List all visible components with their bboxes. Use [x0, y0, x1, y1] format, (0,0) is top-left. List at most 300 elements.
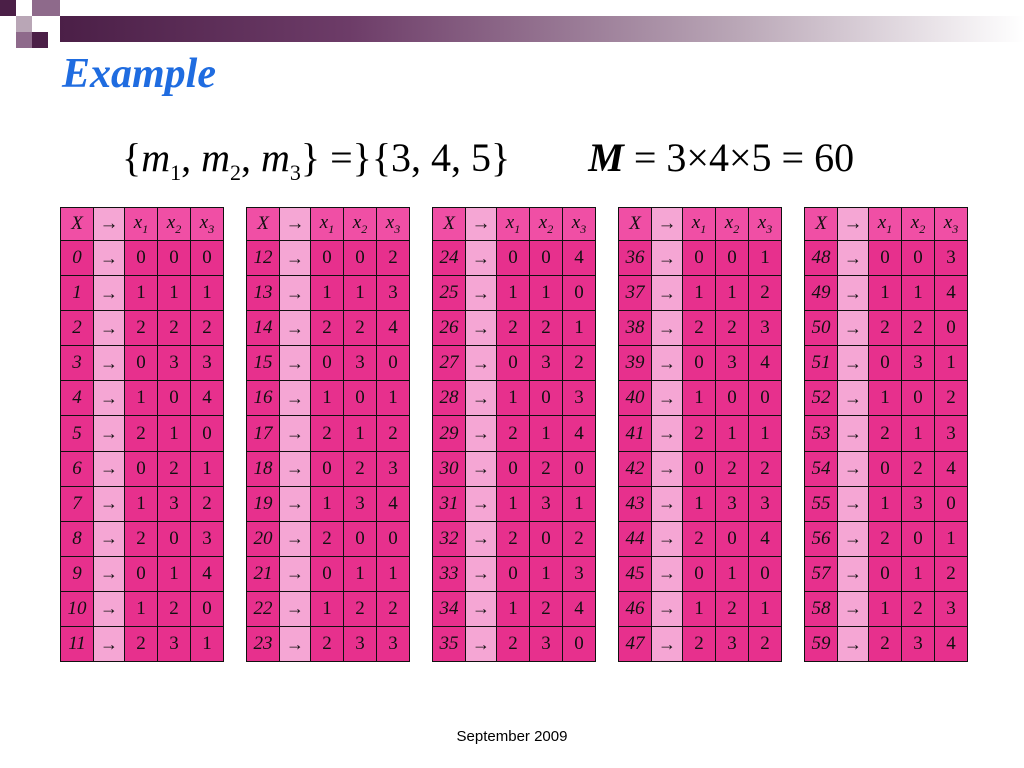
- x3-value-cell: 0: [563, 627, 596, 662]
- x1-value-cell: 0: [311, 451, 344, 486]
- x2-value-cell: 2: [530, 311, 563, 346]
- arrow-cell: →: [466, 627, 497, 662]
- x1-value-cell: 0: [869, 556, 902, 591]
- arrow-cell: →: [94, 276, 125, 311]
- arrow-cell: →: [838, 276, 869, 311]
- x2-value-cell: 2: [902, 451, 935, 486]
- x3-value-cell: 0: [191, 416, 224, 451]
- decor-square-1: [0, 0, 16, 16]
- table-row: [433, 486, 596, 521]
- x-value-cell: 3: [61, 346, 94, 381]
- arrow-cell: →: [94, 627, 125, 662]
- x2-value-cell: 0: [344, 241, 377, 276]
- x-value-cell: 2: [61, 311, 94, 346]
- x2-value-cell: 0: [716, 241, 749, 276]
- x2-value-cell: 1: [158, 276, 191, 311]
- x-value-cell: 57: [805, 556, 838, 591]
- table-row: [247, 311, 410, 346]
- arrow-cell: →: [280, 521, 311, 556]
- table-row: [247, 276, 410, 311]
- arrow-cell: →: [838, 416, 869, 451]
- header-x1: $x_1$: [311, 208, 344, 241]
- table-row: [805, 591, 968, 626]
- x2-value-cell: 2: [902, 311, 935, 346]
- slide-title: Example: [62, 51, 216, 97]
- header-x: X: [433, 208, 466, 241]
- header-x3: $x_3$: [191, 208, 224, 241]
- x2-value-cell: 3: [344, 486, 377, 521]
- x1-value-cell: 1: [125, 276, 158, 311]
- x2-value-cell: 3: [530, 346, 563, 381]
- x-value-cell: 12: [247, 241, 280, 276]
- x3-value-cell: 1: [563, 311, 596, 346]
- table-row: [619, 381, 782, 416]
- x3-value-cell: 1: [377, 556, 410, 591]
- x2-value-cell: 3: [902, 486, 935, 521]
- formula-M-expression: = 3×4×5 = 60: [633, 135, 855, 180]
- arrow-cell: →: [838, 556, 869, 591]
- x1-value-cell: 1: [125, 381, 158, 416]
- table-row: [619, 556, 782, 591]
- arrow-cell: →: [466, 241, 497, 276]
- x-value-cell: 17: [247, 416, 280, 451]
- table-row: [619, 416, 782, 451]
- x-value-cell: 8: [61, 521, 94, 556]
- x2-value-cell: 1: [716, 276, 749, 311]
- x2-value-cell: 1: [716, 556, 749, 591]
- x3-value-cell: 2: [935, 381, 968, 416]
- table-row: [247, 416, 410, 451]
- table-row: [619, 521, 782, 556]
- x1-value-cell: 1: [869, 486, 902, 521]
- table-row: [61, 486, 224, 521]
- table-row: [619, 591, 782, 626]
- x3-value-cell: 4: [191, 381, 224, 416]
- header-x1: $x_1$: [869, 208, 902, 241]
- arrow-cell: →: [280, 486, 311, 521]
- x1-value-cell: 2: [311, 311, 344, 346]
- x2-value-cell: 3: [716, 627, 749, 662]
- x-value-cell: 40: [619, 381, 652, 416]
- formula-set-left: {$m_1$, $m_2$, $m_3$}: [122, 135, 331, 185]
- x2-value-cell: 0: [902, 381, 935, 416]
- x3-value-cell: 3: [935, 591, 968, 626]
- x1-value-cell: 0: [869, 241, 902, 276]
- x1-value-cell: 1: [497, 486, 530, 521]
- x2-value-cell: 1: [530, 556, 563, 591]
- table-row: [433, 591, 596, 626]
- x-value-cell: 22: [247, 591, 280, 626]
- x1-value-cell: 0: [497, 346, 530, 381]
- table-row: [805, 451, 968, 486]
- arrow-cell: →: [280, 241, 311, 276]
- table-row: [61, 591, 224, 626]
- table-row: [433, 451, 596, 486]
- x2-value-cell: 3: [902, 346, 935, 381]
- table-row: [247, 241, 410, 276]
- x1-value-cell: 0: [497, 451, 530, 486]
- x-value-cell: 46: [619, 591, 652, 626]
- x1-value-cell: 0: [497, 241, 530, 276]
- x1-value-cell: 2: [683, 521, 716, 556]
- decor-square-3: [32, 0, 60, 16]
- x-value-cell: 11: [61, 627, 94, 662]
- x3-value-cell: 0: [935, 311, 968, 346]
- x1-value-cell: 2: [311, 416, 344, 451]
- x-value-cell: 33: [433, 556, 466, 591]
- x-value-cell: 15: [247, 346, 280, 381]
- decor-square-2: [16, 16, 32, 32]
- table-row: [433, 556, 596, 591]
- x-value-cell: 9: [61, 556, 94, 591]
- x3-value-cell: 2: [191, 311, 224, 346]
- arrow-cell: →: [466, 451, 497, 486]
- header-x3: $x_3$: [935, 208, 968, 241]
- arrow-cell: →: [838, 486, 869, 521]
- x2-value-cell: 2: [344, 451, 377, 486]
- x2-value-cell: 3: [158, 486, 191, 521]
- x3-value-cell: 3: [749, 311, 782, 346]
- x2-value-cell: 0: [158, 521, 191, 556]
- x2-value-cell: 2: [716, 591, 749, 626]
- x3-value-cell: 2: [377, 591, 410, 626]
- table-row: [61, 451, 224, 486]
- x3-value-cell: 4: [191, 556, 224, 591]
- arrow-cell: →: [466, 521, 497, 556]
- arrow-cell: →: [94, 591, 125, 626]
- x1-value-cell: 1: [869, 381, 902, 416]
- arrow-cell: →: [466, 591, 497, 626]
- arrow-cell: →: [838, 521, 869, 556]
- table-row: [619, 486, 782, 521]
- x2-value-cell: 3: [344, 346, 377, 381]
- header-x2: $x_2$: [344, 208, 377, 241]
- table-row: [805, 241, 968, 276]
- x1-value-cell: 1: [683, 276, 716, 311]
- x3-value-cell: 3: [563, 556, 596, 591]
- table-row: [433, 521, 596, 556]
- x1-value-cell: 2: [869, 521, 902, 556]
- x-value-cell: 55: [805, 486, 838, 521]
- table-row: [61, 627, 224, 662]
- header-x: X: [805, 208, 838, 241]
- x2-value-cell: 0: [344, 381, 377, 416]
- x3-value-cell: 0: [749, 556, 782, 591]
- x1-value-cell: 2: [497, 627, 530, 662]
- x3-value-cell: 4: [935, 276, 968, 311]
- x1-value-cell: 1: [125, 591, 158, 626]
- x-value-cell: 16: [247, 381, 280, 416]
- header-x3: $x_3$: [749, 208, 782, 241]
- x1-value-cell: 2: [869, 416, 902, 451]
- x1-value-cell: 0: [683, 451, 716, 486]
- x3-value-cell: 1: [749, 591, 782, 626]
- x2-value-cell: 2: [530, 591, 563, 626]
- mapping-table-1: [60, 207, 224, 662]
- x2-value-cell: 0: [902, 521, 935, 556]
- arrow-cell: →: [652, 591, 683, 626]
- table-row: [805, 416, 968, 451]
- arrow-cell: →: [94, 416, 125, 451]
- table-row: [61, 241, 224, 276]
- table-row: [805, 381, 968, 416]
- x-value-cell: 39: [619, 346, 652, 381]
- arrow-cell: →: [652, 346, 683, 381]
- x3-value-cell: 4: [377, 486, 410, 521]
- header-x: X: [619, 208, 652, 241]
- arrow-cell: →: [466, 486, 497, 521]
- x3-value-cell: 2: [191, 486, 224, 521]
- arrow-cell: →: [652, 241, 683, 276]
- x1-value-cell: 0: [125, 451, 158, 486]
- x2-value-cell: 1: [902, 416, 935, 451]
- x2-value-cell: 0: [344, 521, 377, 556]
- header-x2: $x_2$: [716, 208, 749, 241]
- x3-value-cell: 1: [749, 241, 782, 276]
- table-row: [61, 556, 224, 591]
- x1-value-cell: 1: [311, 591, 344, 626]
- x2-value-cell: 0: [530, 381, 563, 416]
- x3-value-cell: 3: [377, 451, 410, 486]
- x3-value-cell: 2: [563, 521, 596, 556]
- arrow-cell: →: [280, 451, 311, 486]
- x2-value-cell: 0: [530, 521, 563, 556]
- arrow-cell: →: [838, 627, 869, 662]
- x2-value-cell: 1: [902, 556, 935, 591]
- x1-value-cell: 0: [125, 556, 158, 591]
- x-value-cell: 20: [247, 521, 280, 556]
- x2-value-cell: 3: [344, 627, 377, 662]
- x1-value-cell: 1: [311, 276, 344, 311]
- x3-value-cell: 1: [191, 451, 224, 486]
- x3-value-cell: 3: [377, 276, 410, 311]
- arrow-cell: →: [280, 311, 311, 346]
- x3-value-cell: 4: [563, 241, 596, 276]
- x2-value-cell: 1: [344, 556, 377, 591]
- x2-value-cell: 0: [158, 381, 191, 416]
- arrow-cell: →: [280, 381, 311, 416]
- header-gradient-bar: [60, 16, 1024, 42]
- x-value-cell: 25: [433, 276, 466, 311]
- x2-value-cell: 2: [902, 591, 935, 626]
- x-value-cell: 6: [61, 451, 94, 486]
- table-row: [433, 416, 596, 451]
- header-x2: $x_2$: [902, 208, 935, 241]
- arrow-cell: →: [280, 591, 311, 626]
- x1-value-cell: 2: [125, 627, 158, 662]
- x3-value-cell: 0: [377, 521, 410, 556]
- x2-value-cell: 1: [158, 556, 191, 591]
- arrow-cell: →: [652, 311, 683, 346]
- table-row: [619, 241, 782, 276]
- arrow-cell: →: [94, 521, 125, 556]
- x1-value-cell: 1: [869, 591, 902, 626]
- x-value-cell: 29: [433, 416, 466, 451]
- x3-value-cell: 2: [377, 241, 410, 276]
- x3-value-cell: 4: [563, 416, 596, 451]
- header-x3: $x_3$: [377, 208, 410, 241]
- x1-value-cell: 2: [125, 416, 158, 451]
- x2-value-cell: 1: [716, 416, 749, 451]
- x1-value-cell: 2: [869, 311, 902, 346]
- x-value-cell: 54: [805, 451, 838, 486]
- table-row: [805, 627, 968, 662]
- x3-value-cell: 1: [377, 381, 410, 416]
- table-row: [805, 311, 968, 346]
- x-value-cell: 0: [61, 241, 94, 276]
- header-x: X: [61, 208, 94, 241]
- table-row: [433, 241, 596, 276]
- table-row: [61, 276, 224, 311]
- arrow-cell: →: [466, 381, 497, 416]
- x3-value-cell: 4: [563, 591, 596, 626]
- table-header-row: [247, 208, 410, 241]
- x-value-cell: 1: [61, 276, 94, 311]
- x-value-cell: 38: [619, 311, 652, 346]
- arrow-cell: →: [280, 416, 311, 451]
- x2-value-cell: 2: [158, 591, 191, 626]
- x-value-cell: 26: [433, 311, 466, 346]
- x3-value-cell: 3: [935, 241, 968, 276]
- x-value-cell: 41: [619, 416, 652, 451]
- header-arrow: →: [466, 208, 497, 241]
- mapping-table-2: [246, 207, 410, 662]
- x-value-cell: 7: [61, 486, 94, 521]
- x-value-cell: 13: [247, 276, 280, 311]
- x2-value-cell: 1: [344, 416, 377, 451]
- mapping-table-3: [432, 207, 596, 662]
- x1-value-cell: 2: [683, 416, 716, 451]
- x-value-cell: 45: [619, 556, 652, 591]
- arrow-cell: →: [94, 241, 125, 276]
- x-value-cell: 43: [619, 486, 652, 521]
- x-value-cell: 14: [247, 311, 280, 346]
- x2-value-cell: 1: [344, 276, 377, 311]
- header-x2: $x_2$: [158, 208, 191, 241]
- x2-value-cell: 0: [158, 241, 191, 276]
- x2-value-cell: 3: [530, 627, 563, 662]
- x3-value-cell: 1: [749, 416, 782, 451]
- x2-value-cell: 0: [530, 241, 563, 276]
- header-arrow: →: [652, 208, 683, 241]
- arrow-cell: →: [652, 521, 683, 556]
- x1-value-cell: 1: [311, 381, 344, 416]
- x1-value-cell: 0: [497, 556, 530, 591]
- table-header-row: [433, 208, 596, 241]
- x3-value-cell: 2: [749, 451, 782, 486]
- arrow-cell: →: [466, 311, 497, 346]
- table-row: [247, 556, 410, 591]
- x3-value-cell: 2: [377, 416, 410, 451]
- arrow-cell: →: [466, 276, 497, 311]
- x-value-cell: 10: [61, 591, 94, 626]
- x2-value-cell: 2: [716, 451, 749, 486]
- arrow-cell: →: [94, 556, 125, 591]
- x1-value-cell: 0: [125, 346, 158, 381]
- x1-value-cell: 2: [683, 311, 716, 346]
- decor-square-5: [16, 32, 32, 48]
- table-row: [805, 556, 968, 591]
- x1-value-cell: 0: [683, 346, 716, 381]
- arrow-cell: →: [652, 486, 683, 521]
- x3-value-cell: 2: [563, 346, 596, 381]
- arrow-cell: →: [652, 381, 683, 416]
- table-row: [247, 591, 410, 626]
- table-row: [247, 346, 410, 381]
- x2-value-cell: 2: [158, 311, 191, 346]
- table-header-row: [805, 208, 968, 241]
- table-row: [61, 311, 224, 346]
- x3-value-cell: 1: [563, 486, 596, 521]
- x-value-cell: 34: [433, 591, 466, 626]
- arrow-cell: →: [94, 381, 125, 416]
- table-row: [247, 521, 410, 556]
- arrow-cell: →: [94, 486, 125, 521]
- x-value-cell: 50: [805, 311, 838, 346]
- arrow-cell: →: [652, 451, 683, 486]
- x-value-cell: 59: [805, 627, 838, 662]
- x-value-cell: 56: [805, 521, 838, 556]
- arrow-cell: →: [838, 591, 869, 626]
- header-x: X: [247, 208, 280, 241]
- table-row: [61, 416, 224, 451]
- x3-value-cell: 0: [377, 346, 410, 381]
- x1-value-cell: 0: [311, 346, 344, 381]
- x2-value-cell: 3: [530, 486, 563, 521]
- mapping-table-4: [618, 207, 782, 662]
- x3-value-cell: 4: [935, 451, 968, 486]
- x1-value-cell: 1: [869, 276, 902, 311]
- x3-value-cell: 4: [377, 311, 410, 346]
- x3-value-cell: 4: [749, 346, 782, 381]
- x2-value-cell: 2: [158, 451, 191, 486]
- table-row: [619, 276, 782, 311]
- x1-value-cell: 2: [311, 627, 344, 662]
- formula-M-symbol: M: [588, 135, 624, 180]
- table-row: [61, 521, 224, 556]
- x2-value-cell: 3: [158, 346, 191, 381]
- arrow-cell: →: [838, 451, 869, 486]
- table-row: [805, 521, 968, 556]
- footer-date: September 2009: [456, 728, 568, 745]
- x1-value-cell: 0: [311, 556, 344, 591]
- table-header-row: [619, 208, 782, 241]
- x-value-cell: 28: [433, 381, 466, 416]
- table-header-row: [61, 208, 224, 241]
- x1-value-cell: 2: [311, 521, 344, 556]
- header-x1: $x_1$: [683, 208, 716, 241]
- x3-value-cell: 1: [191, 627, 224, 662]
- arrow-cell: →: [280, 346, 311, 381]
- x2-value-cell: 1: [530, 416, 563, 451]
- x-value-cell: 21: [247, 556, 280, 591]
- x3-value-cell: 1: [935, 521, 968, 556]
- table-row: [61, 381, 224, 416]
- x-value-cell: 49: [805, 276, 838, 311]
- arrow-cell: →: [652, 556, 683, 591]
- x1-value-cell: 1: [125, 486, 158, 521]
- formula-equals: =}: [330, 135, 372, 180]
- x3-value-cell: 3: [749, 486, 782, 521]
- x-value-cell: 32: [433, 521, 466, 556]
- mapping-table-5: [804, 207, 968, 662]
- arrow-cell: →: [94, 346, 125, 381]
- x-value-cell: 5: [61, 416, 94, 451]
- x-value-cell: 19: [247, 486, 280, 521]
- x1-value-cell: 1: [683, 381, 716, 416]
- x-value-cell: 30: [433, 451, 466, 486]
- arrow-cell: →: [94, 311, 125, 346]
